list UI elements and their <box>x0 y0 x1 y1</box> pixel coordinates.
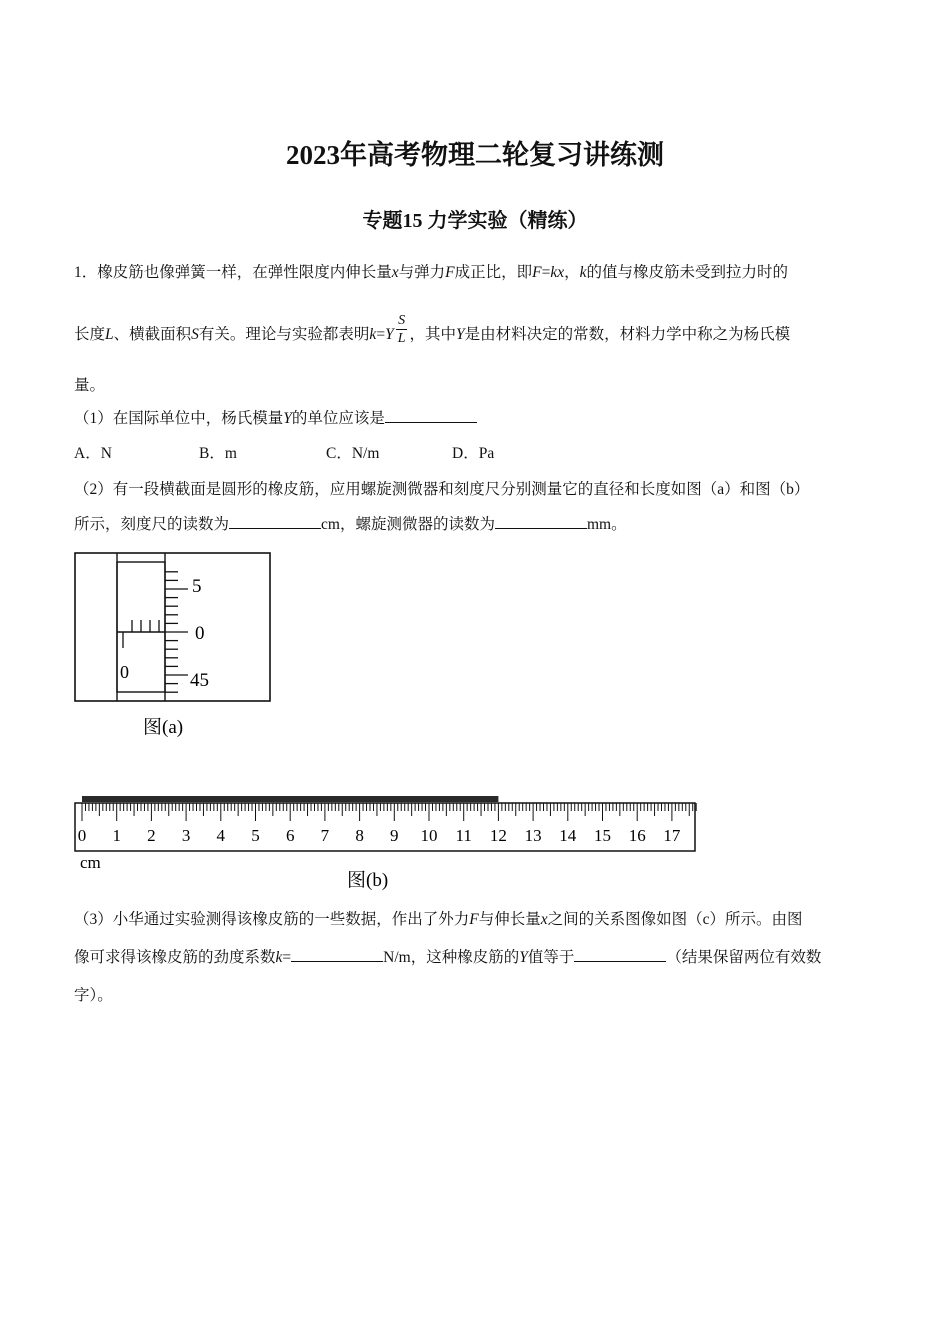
ruler-label: 8 <box>355 826 364 845</box>
ruler-label: 5 <box>251 826 260 845</box>
thimble-ticks <box>165 572 188 692</box>
micrometer-frame <box>75 553 270 701</box>
rubber-band <box>82 796 498 802</box>
ruler-label: 10 <box>420 826 438 845</box>
figure-a-micrometer <box>70 548 280 743</box>
ruler-label: 17 <box>663 826 681 845</box>
question-1-line-2: 长度L、横截面积S有关。理论与实验都表明k=Y $\frac{S}{L}$ ，其中Y是由材料决定的常数，材料力学中称之为杨氏模 <box>74 313 791 346</box>
option-c[interactable]: C．N/m <box>326 445 380 462</box>
ruler-label: 1 <box>112 826 121 845</box>
ruler-labels <box>78 826 681 845</box>
ruler-label: 9 <box>390 826 399 845</box>
figure-a-caption: 图(a) <box>143 717 184 738</box>
option-b[interactable]: B．m <box>199 445 237 462</box>
thimble-label-5: 5 <box>192 576 202 597</box>
part-3-line-2: 像可求得该橡皮筋的劲度系数k= N/m，这种橡皮筋的Y值等于 （结果保留两位有效数 <box>74 949 822 966</box>
thimble-label-45: 45 <box>190 670 209 691</box>
ruler-label: 2 <box>147 826 156 845</box>
answer-blank-1[interactable] <box>385 408 477 423</box>
fraction-s-over-l: $\frac{S}{L}$ <box>397 313 406 346</box>
part-2-line-2: 所示，刻度尺的读数为 cm，螺旋测微器的读数为 mm。 <box>74 516 627 533</box>
ruler-label: 12 <box>489 826 507 845</box>
part-2-line-1: （2）有一段横截面是圆形的橡皮筋，应用螺旋测微器和刻度尺分别测量它的直径和长度如图（a）和图（b） <box>74 481 810 498</box>
ruler-label: 0 <box>77 826 87 845</box>
option-a[interactable]: A．N <box>74 445 112 462</box>
option-d[interactable]: D．Pa <box>452 445 495 462</box>
answer-blank-y[interactable] <box>574 947 666 962</box>
ruler-label: 15 <box>594 826 611 845</box>
question-1-line-3: 量。 <box>74 377 106 394</box>
ruler-label: 11 <box>455 826 472 845</box>
document-title: 2023年高考物理二轮复习讲练测 <box>286 140 664 170</box>
answer-blank-k[interactable] <box>291 947 383 962</box>
document-subtitle: 专题15 力学实验（精练） <box>362 210 588 232</box>
ruler-label: 3 <box>181 826 191 845</box>
part-3-line-3: 字）。 <box>74 987 113 1004</box>
ruler-label: 14 <box>559 826 577 845</box>
answer-blank-micrometer[interactable] <box>495 514 587 529</box>
part-1-prompt: （1）在国际单位中，杨氏模量Y的单位应该是 <box>74 406 477 428</box>
answer-blank-ruler[interactable] <box>229 514 321 529</box>
ruler-label: 4 <box>216 826 226 845</box>
thimble-label-0: 0 <box>195 623 205 644</box>
part-3-line-1: （3）小华通过实验测得该橡皮筋的一些数据，作出了外力F与伸长量x之间的关系图像如图（c）所示。由图 <box>74 911 803 928</box>
ruler-label: 7 <box>320 826 330 845</box>
sleeve-label-0: 0 <box>120 662 129 682</box>
sleeve-ticks <box>123 620 159 648</box>
ruler-label: 6 <box>285 826 295 845</box>
figure-b-ruler <box>70 790 710 895</box>
ruler-label: 13 <box>524 826 542 845</box>
ruler-label: 16 <box>628 826 646 845</box>
question-1-line-1: 1．橡皮筋也像弹簧一样，在弹性限度内伸长量x与弹力F成正比，即F=kx，k的值与橡皮筋未受到拉力时的 <box>74 264 789 281</box>
ruler-ticks <box>82 803 696 821</box>
ruler-unit: cm <box>80 853 101 872</box>
figure-b-caption: 图(b) <box>347 870 389 891</box>
